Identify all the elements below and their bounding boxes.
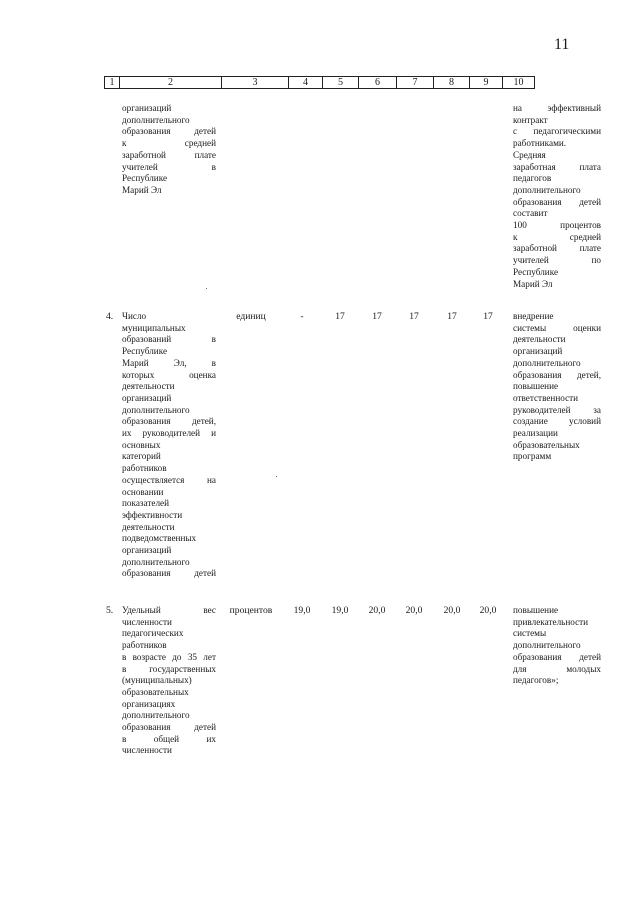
text-line: муниципальных — [122, 322, 186, 333]
table-header-row — [104, 76, 535, 89]
text-line: в государственных — [122, 663, 216, 674]
text-line: деятельности — [122, 521, 175, 532]
text-line: Республике — [513, 266, 559, 277]
text-line: дополнительного — [122, 114, 190, 125]
row-4-note — [513, 311, 601, 463]
header-cell-10: 10 — [502, 77, 534, 88]
text-line: Республике — [122, 346, 168, 357]
text-line: повышение — [513, 605, 559, 615]
text-line: программ — [513, 451, 552, 462]
text-line: деятельности — [122, 381, 175, 392]
text-line: Марий Эл, в — [122, 357, 216, 368]
text-line: работниками. — [513, 138, 567, 149]
text-line: численности — [122, 745, 172, 756]
text-line: педагогических — [122, 628, 184, 639]
row-4-value-col4: - — [300, 311, 304, 322]
text-line: образовательных — [122, 686, 189, 697]
scan-speck — [276, 476, 277, 477]
header-cell-3: 3 — [221, 77, 288, 88]
row-5-note — [513, 605, 601, 687]
text-line: работников — [122, 640, 167, 651]
text-line: внедрение — [513, 311, 554, 321]
text-line: (муниципальных) — [122, 675, 192, 686]
text-line: численности — [122, 616, 172, 627]
header-cell-1: 1 — [109, 77, 115, 88]
page-number: 11 — [554, 36, 570, 53]
text-line: заработная плата — [513, 161, 601, 172]
text-line: учителей в — [122, 161, 216, 172]
text-line: основании — [122, 486, 164, 497]
row-5-value-col5: 19,0 — [331, 605, 349, 616]
text-line: осуществляется на — [122, 474, 216, 485]
text-line: образования детей, — [122, 416, 216, 427]
text-line: деятельности — [513, 334, 566, 345]
text-line: образования детей, — [513, 369, 601, 380]
text-line: дополнительного — [513, 184, 581, 195]
row-4-value-col6: 17 — [372, 311, 382, 322]
continued-note — [513, 103, 601, 290]
row-5-value-col6: 20,0 — [368, 605, 386, 616]
text-line: организациях — [122, 698, 176, 709]
text-line: 100 процентов — [513, 220, 601, 231]
row-5-indicator-name — [122, 605, 216, 757]
row-4-value-col5: 17 — [335, 311, 345, 322]
text-line: к средней — [122, 138, 216, 149]
row-4-value-col9: 17 — [483, 311, 493, 322]
text-line: на эффективный — [513, 103, 601, 113]
row-5-number: 5. — [106, 605, 114, 616]
text-line: дополнительного — [513, 357, 581, 368]
text-line: организаций — [122, 545, 172, 556]
header-cell-4: 4 — [288, 77, 322, 88]
text-line: руководителей за — [513, 404, 601, 415]
text-line: Средняя — [513, 149, 546, 160]
text-line: к средней — [513, 231, 601, 242]
header-cell-8: 8 — [433, 77, 469, 88]
text-line: Число — [122, 311, 147, 321]
row-5-value-col4: 19,0 — [293, 605, 311, 616]
text-line: образования детей — [122, 568, 216, 579]
text-line: реализации — [513, 428, 558, 439]
header-cell-2: 2 — [119, 77, 221, 88]
row-4-number: 4. — [106, 311, 114, 322]
text-line: контракт — [513, 114, 548, 125]
text-line: образований в — [122, 334, 216, 345]
row-4-unit: единиц — [236, 311, 266, 322]
text-line: показателей — [122, 498, 170, 509]
text-line: основных — [122, 439, 161, 450]
text-line: системы — [513, 628, 547, 639]
text-line: образования детей — [513, 651, 601, 662]
row-5-value-col9: 20,0 — [479, 605, 497, 616]
text-line: организаций — [513, 346, 563, 357]
row-5-value-col8: 20,0 — [443, 605, 461, 616]
text-line: дополнительного — [513, 640, 581, 651]
text-line: в общей их — [122, 733, 216, 744]
row-4-value-col7: 17 — [409, 311, 419, 322]
text-line: образования детей — [513, 196, 601, 207]
text-line: педагогов»; — [513, 675, 559, 686]
text-line: дополнительного — [122, 404, 190, 415]
scan-speck — [206, 288, 207, 289]
text-line: в возрасте до 35 лет — [122, 651, 216, 662]
text-line: Марий Эл — [122, 184, 162, 195]
text-line: для молодых — [513, 663, 601, 674]
header-cell-9: 9 — [469, 77, 502, 88]
text-line: составит — [513, 208, 548, 219]
text-line: Удельный вес — [122, 605, 216, 615]
text-line: создание условий — [513, 416, 601, 427]
text-line: организаций — [122, 392, 172, 403]
text-line: ответственности — [513, 392, 579, 403]
row-5-value-col7: 20,0 — [405, 605, 423, 616]
text-line: их руководителей и — [122, 428, 216, 439]
text-line: заработной плате — [122, 149, 216, 160]
text-line: категорий — [122, 451, 161, 462]
header-cell-7: 7 — [396, 77, 433, 88]
row-4-indicator-name — [122, 311, 216, 580]
header-cell-5: 5 — [322, 77, 358, 88]
text-line: которых оценка — [122, 369, 216, 380]
text-line: с педагогическими — [513, 126, 601, 137]
text-line: системы оценки — [513, 322, 601, 333]
continued-indicator-name — [122, 103, 216, 197]
text-line: образования детей — [122, 126, 216, 137]
text-line: эффективности — [122, 509, 183, 520]
text-line: Марий Эл — [513, 278, 553, 289]
text-line: повышение — [513, 381, 559, 392]
text-line: дополнительного — [122, 556, 190, 567]
text-line: педагогов — [513, 173, 552, 184]
text-line: учителей по — [513, 255, 601, 266]
text-line: привлекательности — [513, 616, 589, 627]
header-cell-6: 6 — [358, 77, 396, 88]
row-5-unit: процентов — [229, 605, 273, 616]
text-line: образовательных — [513, 439, 580, 450]
text-line: заработной плате — [513, 243, 601, 254]
text-line: организаций — [122, 103, 172, 113]
text-line: подведомственных — [122, 533, 197, 544]
text-line: работников — [122, 463, 167, 474]
row-4-value-col8: 17 — [447, 311, 457, 322]
text-line: образования детей — [122, 722, 216, 733]
text-line: дополнительного — [122, 710, 190, 721]
text-line: Республике — [122, 173, 168, 184]
